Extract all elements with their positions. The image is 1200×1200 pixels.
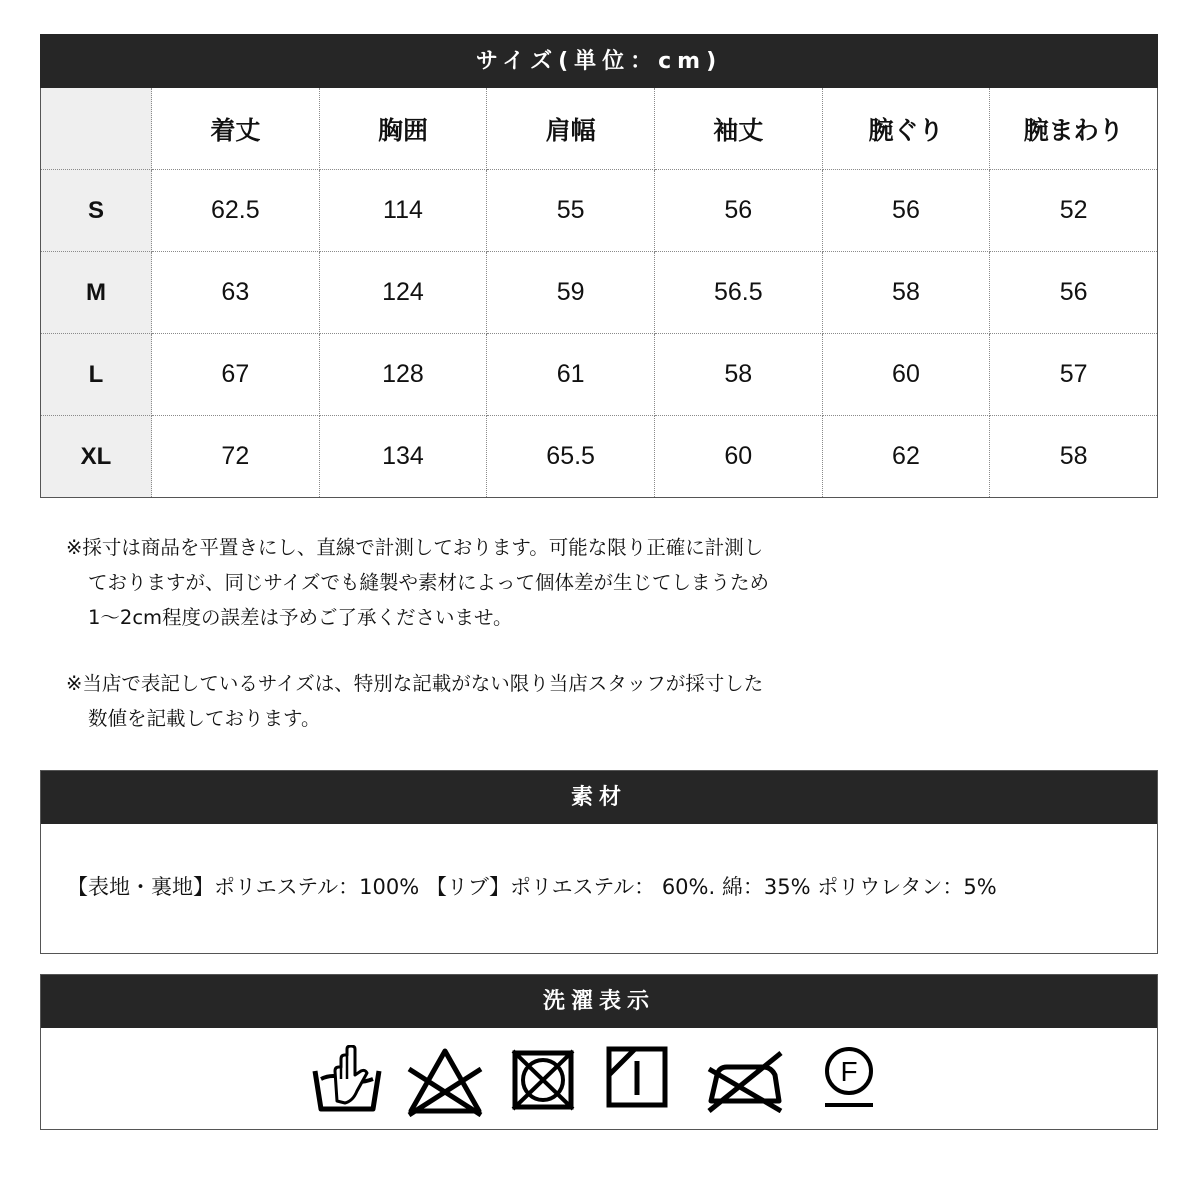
column-header-chest: 胸囲 — [319, 88, 487, 170]
care-title: 洗濯表示 — [41, 975, 1157, 1028]
note-line: 数値を記載しております。 — [88, 707, 321, 730]
table-cell: 58 — [654, 334, 822, 416]
table-cell: 114 — [319, 170, 487, 252]
size-source-note — [66, 666, 763, 736]
table-cell: 60 — [822, 334, 990, 416]
line-dry-shade-icon — [605, 1045, 671, 1111]
table-corner-cell — [41, 88, 152, 170]
table-cell: 65.5 — [487, 416, 655, 498]
dry-clean-f-icon — [819, 1045, 879, 1111]
table-header-row — [41, 88, 1158, 170]
table-cell: 72 — [152, 416, 320, 498]
no-bleach-icon — [405, 1045, 485, 1117]
no-iron-icon — [705, 1045, 785, 1113]
care-icons — [311, 1045, 891, 1117]
table-cell: 58 — [822, 252, 990, 334]
table-row — [41, 252, 1158, 334]
size-label: L — [41, 334, 152, 416]
material-title: 素材 — [41, 771, 1157, 824]
column-header-length: 着丈 — [152, 88, 320, 170]
hand-wash-icon — [311, 1045, 383, 1115]
dry-clean-letter: F — [840, 1056, 858, 1087]
table-cell: 59 — [487, 252, 655, 334]
table-row — [41, 170, 1158, 252]
size-label: XL — [41, 416, 152, 498]
table-cell: 55 — [487, 170, 655, 252]
table-cell: 56 — [822, 170, 990, 252]
table-cell: 62 — [822, 416, 990, 498]
size-label: S — [41, 170, 152, 252]
table-cell: 61 — [487, 334, 655, 416]
measurement-note — [66, 530, 769, 635]
material-composition: 【表地・裏地】ポリエステル：100% 【リブ】ポリエステル： 60%. 綿：35% ポリウレタン：5% — [67, 875, 997, 899]
table-cell: 67 — [152, 334, 320, 416]
table-cell: 62.5 — [152, 170, 320, 252]
no-tumble-dry-icon — [509, 1045, 577, 1113]
material-block — [40, 770, 1158, 954]
size-table-block — [40, 34, 1158, 498]
size-table — [40, 88, 1158, 498]
table-cell: 56.5 — [654, 252, 822, 334]
table-cell: 60 — [654, 416, 822, 498]
table-row — [41, 334, 1158, 416]
table-cell: 57 — [990, 334, 1158, 416]
table-cell: 134 — [319, 416, 487, 498]
note-line: ておりますが、同じサイズでも縫製や素材によって個体差が生じてしまうため — [88, 571, 769, 594]
note-line: ※当店で表記しているサイズは、特別な記載がない限り当店スタッフが採寸した — [66, 672, 764, 695]
size-table-title: サイズ(単位：cm) — [40, 34, 1158, 88]
column-header-armhole: 腕ぐり — [822, 88, 990, 170]
table-cell: 58 — [990, 416, 1158, 498]
column-header-shoulder: 肩幅 — [487, 88, 655, 170]
care-block — [40, 974, 1158, 1130]
size-label: M — [41, 252, 152, 334]
column-header-sleeve: 袖丈 — [654, 88, 822, 170]
column-header-arm-circumference: 腕まわり — [990, 88, 1158, 170]
table-cell: 56 — [654, 170, 822, 252]
table-cell: 52 — [990, 170, 1158, 252]
table-cell: 128 — [319, 334, 487, 416]
table-cell: 56 — [990, 252, 1158, 334]
table-cell: 124 — [319, 252, 487, 334]
note-line: 1〜2cm程度の誤差は予めご了承くださいませ。 — [88, 606, 513, 629]
table-cell: 63 — [152, 252, 320, 334]
note-line: ※採寸は商品を平置きにし、直線で計測しております。可能な限り正確に計測し — [66, 536, 764, 559]
table-row — [41, 416, 1158, 498]
